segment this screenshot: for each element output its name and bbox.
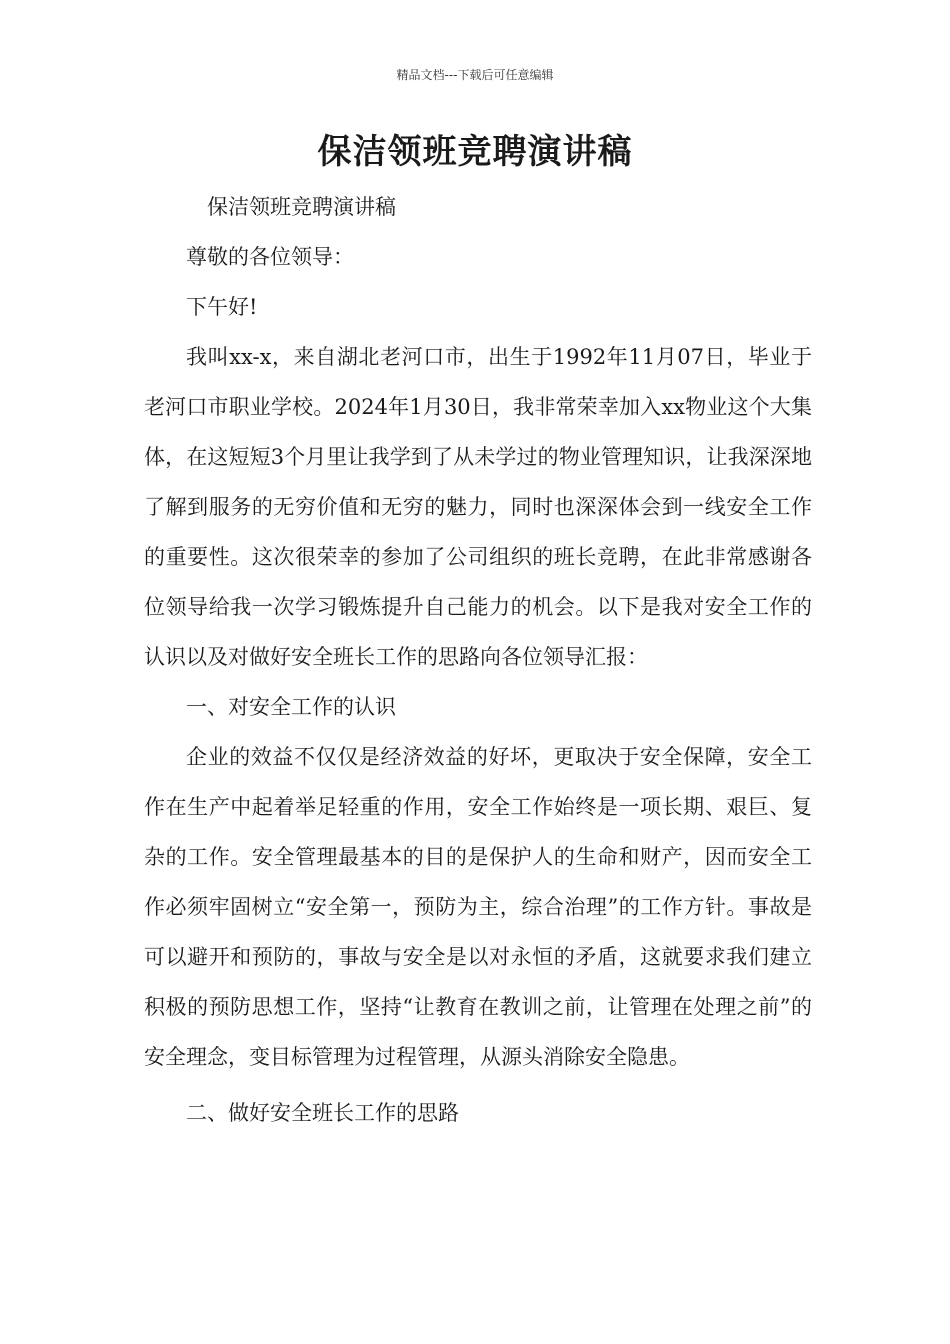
document-title: 保洁领班竞聘演讲稿 <box>317 132 633 172</box>
section1-heading: 一、对安全工作的认识 <box>186 695 396 719</box>
header-note: 精品文档---下载后可任意编辑 <box>396 68 554 82</box>
intro-paragraph: 我叫xx-x，来自湖北老河口市，出生于1992年11月07日，毕业于老河口市职业学校。2024年1月30日，我非常荣幸加入xx物业这个大集体，在这短短3个月里让我学到了从未学过的物业管理知识，让我深深地了解到服务的无穷价值和无穷的魅力，同时也深深体会到一线安全工作的重要性。这次很荣幸的参加了公司组织的班长竞聘，在此非常感谢各位领导给我一次学习锻炼提升自己能力的机会。以下是我对安全工作的认识以及对做好安全班长工作的思路向各位领导汇报： <box>144 345 812 669</box>
document-subtitle: 保洁领班竞聘演讲稿 <box>207 195 396 219</box>
greeting: 尊敬的各位领导： <box>186 245 354 269</box>
section1-paragraph: 企业的效益不仅仅是经济效益的好坏，更取决于安全保障，安全工作在生产中起着举足轻重的作用，安全工作始终是一项长期、艰巨、复杂的工作。安全管理最基本的目的是保护人的生命和财产，因而安全工作必须牢固树立“安全第一，预防为主，综合治理”的工作方针。事故是可以避开和预防的，事故与安全是以对永恒的矛盾，这就要求我们建立积极的预防思想工作，坚持“让教育在教训之前，让管理在处理之前”的安全理念，变目标管理为过程管理，从源头消除安全隐患。 <box>144 745 812 1069</box>
section2-heading: 二、做好安全班长工作的思路 <box>186 1101 459 1125</box>
document-body <box>144 182 812 1138</box>
salutation: 下午好! <box>186 295 258 319</box>
